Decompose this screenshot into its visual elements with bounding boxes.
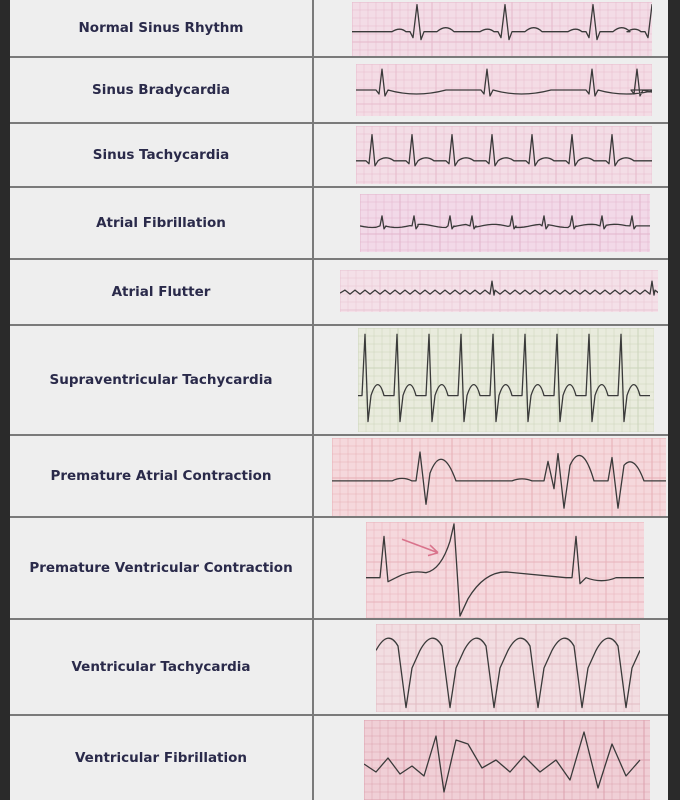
column-divider xyxy=(312,0,314,56)
grid-background xyxy=(360,194,650,252)
ecg-strip-brady xyxy=(356,64,652,116)
ecg-strip-pvc xyxy=(366,522,644,618)
row-supraventricular-tachycardia xyxy=(10,326,668,436)
column-divider xyxy=(312,518,314,618)
ecg-strip-svg xyxy=(352,2,652,56)
ecg-strip-svg xyxy=(340,270,658,312)
ecg-strip-flutter xyxy=(340,270,658,312)
ecg-strip-afib xyxy=(360,194,650,252)
grid-background xyxy=(332,438,666,516)
rhythm-label: Premature Ventricular Contraction xyxy=(29,560,293,576)
ecg-strip-nsr xyxy=(352,2,652,56)
row-normal-sinus-rhythm xyxy=(10,0,668,58)
column-divider xyxy=(312,58,314,122)
row-sinus-bradycardia xyxy=(10,58,668,124)
rhythm-label: Sinus Bradycardia xyxy=(92,82,230,98)
column-divider xyxy=(312,436,314,516)
column-divider xyxy=(312,326,314,434)
row-premature-ventricular-contraction xyxy=(10,518,668,620)
rhythm-label: Atrial Flutter xyxy=(111,284,211,300)
rhythm-label: Sinus Tachycardia xyxy=(92,147,230,163)
ecg-strip-svg xyxy=(376,624,640,712)
ecg-strip-svg xyxy=(364,720,650,800)
column-divider xyxy=(312,716,314,800)
ecg-strip-vfib xyxy=(364,720,650,800)
ecg-strip-vtach xyxy=(376,624,640,712)
column-divider xyxy=(312,260,314,324)
row-ventricular-tachycardia xyxy=(10,620,668,716)
rhythm-label: Ventricular Tachycardia xyxy=(71,659,251,675)
ecg-strip-svg xyxy=(356,64,652,116)
row-atrial-fibrillation xyxy=(10,188,668,260)
grid-background xyxy=(340,270,658,312)
row-atrial-flutter xyxy=(10,260,668,326)
ecg-strip-tachy xyxy=(356,126,652,184)
rhythm-label: Premature Atrial Contraction xyxy=(50,468,272,484)
column-divider xyxy=(312,188,314,258)
rhythm-label: Atrial Fibrillation xyxy=(96,215,226,231)
ecg-strip-svg xyxy=(332,438,666,516)
grid-background xyxy=(356,126,652,184)
grid-background xyxy=(358,328,654,432)
ecg-strip-svg xyxy=(358,328,654,432)
rhythm-label: Supraventricular Tachycardia xyxy=(49,372,273,388)
ecg-strip-svg xyxy=(360,194,650,252)
row-ventricular-fibrillation xyxy=(10,716,668,800)
row-sinus-tachycardia xyxy=(10,124,668,188)
ecg-strip-svg xyxy=(366,522,644,618)
column-divider xyxy=(312,620,314,714)
row-premature-atrial-contraction xyxy=(10,436,668,518)
rhythm-chart xyxy=(10,0,668,800)
ecg-strip-svg xyxy=(356,126,652,184)
rhythm-label: Normal Sinus Rhythm xyxy=(78,20,244,36)
column-divider xyxy=(312,124,314,186)
ecg-strip-svt xyxy=(358,328,654,432)
rhythm-label: Ventricular Fibrillation xyxy=(74,750,248,766)
ecg-strip-pac xyxy=(332,438,666,516)
